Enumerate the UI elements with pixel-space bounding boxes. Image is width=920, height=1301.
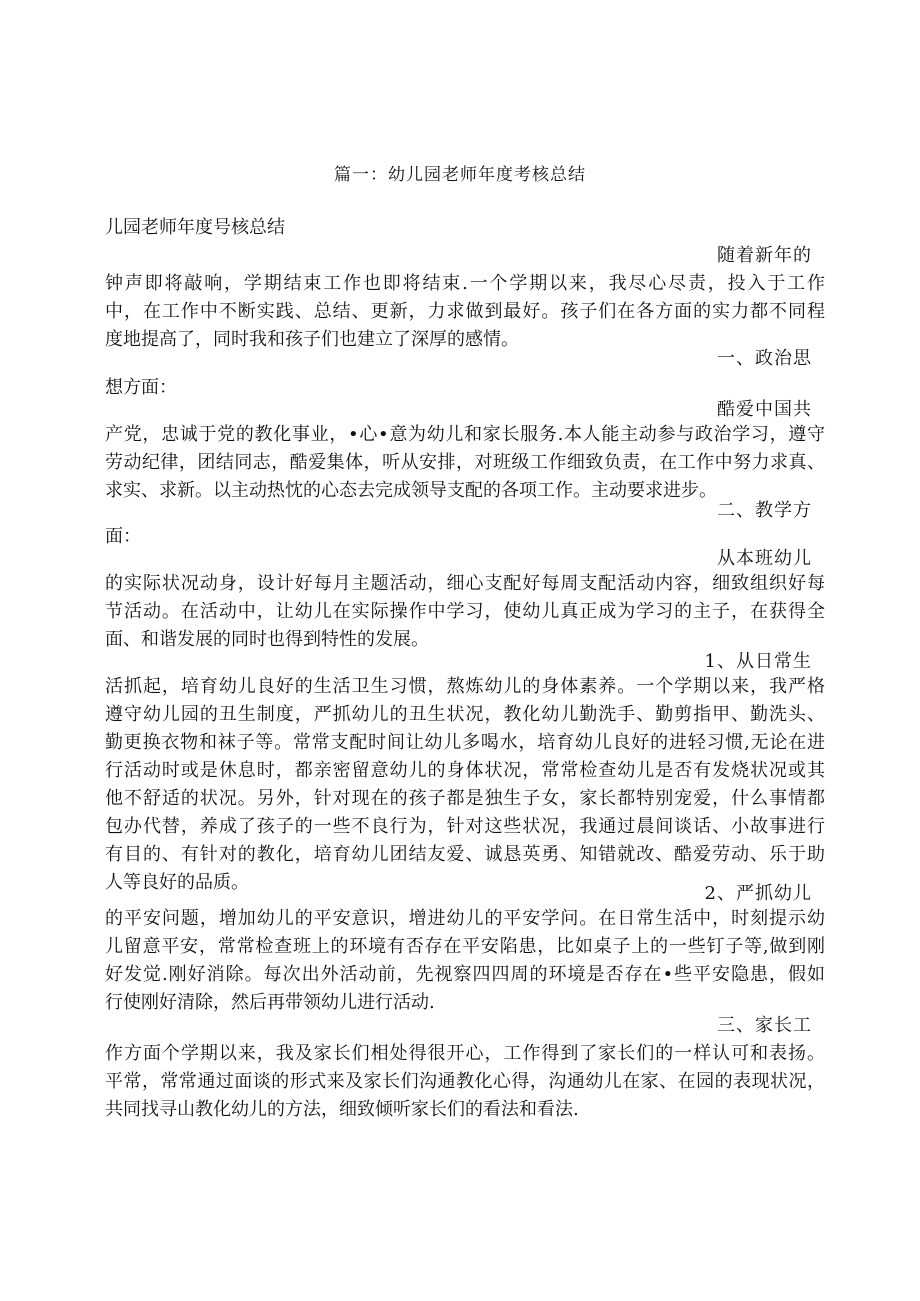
paragraph-lead-line: 酷爱中国共 (717, 399, 812, 420)
text-line: 勤更换衣物和袜子等。常常支配时间让幼儿多喝水，培育幼儿良好的进轻习惯,无论在进 (105, 732, 825, 753)
text-line: 行使刚好清除，然后再带领幼儿进行活动. (105, 992, 435, 1013)
paragraph-lead-line: 一、政治思 (717, 348, 812, 369)
text-line: 的平安问题，增加幼儿的平安意识，增进幼儿的平安学问。在日常生活中，时刻提示幼 (105, 908, 825, 929)
paragraph-lead-line: 随着新年的 (717, 245, 812, 266)
paragraph-lead-line: 从本班幼儿 (717, 548, 812, 569)
text-line: 的实际状况动身，设计好每月主题活动，细心支配好每周支配活动内容，细致组织好每 (105, 573, 825, 594)
text-line: 遵守幼儿园的丑生制度，严抓幼儿的丑生状况，教化幼儿勤洗手、勤剪指甲、勤洗头、 (105, 704, 825, 725)
text-line: 包办代替，养成了孩子的一些不良行为，针对这些状况，我通过晨间谈话、小故事进行 (105, 816, 825, 837)
text-line: 有目的、有针对的教化，培育幼儿团结友爱、诚恳英勇、知错就改、酷爱劳动、乐于助 (105, 844, 825, 865)
document-title: 篇一：幼儿园老师年度考核总结 (334, 165, 586, 185)
paragraph-lead-line: 二、教学方 (717, 500, 812, 521)
text-line: 好发觉.刚好消除。每次出外活动前，先视察四四周的环境是否存在•些平安隐患，假如 (105, 964, 825, 985)
text-line: 平常，常常通过面谈的形式来及家长们沟通教化心得，沟通幼儿在家、在园的表现状况， (105, 1071, 825, 1092)
text-line: 节活动。在活动中，让幼儿在实际操作中学习，使幼儿真正成为学习的主子，在获得全 (105, 601, 825, 622)
text-line: 度地提高了，同时我和孩子们也建立了深厚的感情。 (105, 329, 519, 350)
text-line: 行活动时或是休息时，都亲密留意幼儿的身体状况，常常检查幼儿是否有发烧状况或其 (105, 760, 825, 781)
text-line: 作方面个学期以来，我及家长们相处得很开心，工作得到了家长们的一样认可和表扬。 (105, 1043, 825, 1064)
paragraph-lead-line: 三、家长工 (717, 1015, 812, 1036)
text-line: 劳动纪律，团结同志，酷爱集体，听从安排，对班级工作细致负责，在工作中努力求真、 (105, 452, 825, 473)
text-line: 中，在工作中不断实践、总结、更新，力求做到最好。孩子们在各方面的实力都不同程 (105, 301, 825, 322)
text-line: 面、和谐发展的同时也得到特性的发展。 (105, 629, 429, 650)
text-line: 钟声即将敲响，学期结束工作也即将结束.一个学期以来，我尽心尽责，投入于工作 (105, 273, 825, 294)
paragraph-lead-line: 1、从日常生 (704, 651, 812, 672)
text-line: 共同找寻山教化幼儿的方法，细致倾听家长们的看法和看法. (105, 1099, 579, 1120)
text-line: 求实、求新。以主动热忱的心态去完成领导支配的各项工作。主动要求进步。 (105, 480, 717, 501)
text-line: 儿留意平安，常常检查班上的环境有否存在平安陷患，比如桌子上的一些钉子等,做到刚 (105, 936, 825, 957)
text-line: 产党，忠诚于党的教化事业，•心•意为幼儿和家长服务.本人能主动参与政治学习，遵守 (105, 424, 825, 445)
text-line: 活抓起，培育幼儿良好的生活卫生习惯，熬炼幼儿的身体素养。一个学期以来，我严格 (105, 676, 825, 697)
text-line: 人等良好的品质。 (105, 872, 249, 893)
text-line: 儿园老师年度号核总结 (105, 217, 285, 238)
text-line: 他不舒适的状况。另外，针对现在的孩子都是独生子女，家长都特别宠爱，什么事情都 (105, 788, 825, 809)
paragraph-lead-line: 2、严抓幼儿 (704, 883, 812, 904)
text-line: 面： (105, 526, 141, 547)
text-line: 想方面： (105, 377, 177, 398)
